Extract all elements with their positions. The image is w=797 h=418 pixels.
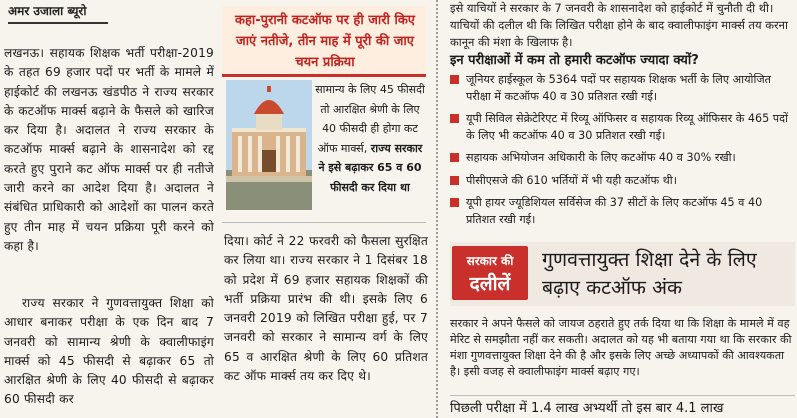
cutoff-comparison-list — [450, 72, 795, 234]
list-item: यूपी सिविल सेक्रेटेरिएट में रिव्यू ऑफिसर व सहायक रिव्यू ऑफिसर के 465 पदों के लिए भी कटऑफ 40 व 30 प्रतिशत रखी गई। — [450, 111, 795, 144]
bullet-square-icon — [450, 75, 459, 84]
caption-divider — [222, 222, 426, 223]
photo-caption — [314, 80, 426, 197]
bottom-divider — [450, 395, 795, 396]
argument-body: सरकार ने अपने फैसले को जायज ठहराते हुए तर्क दिया था कि शिक्षा के मामले में वह मेरिट से समझौता नहीं कर सकती। अदालत को यह भी बताया गया था कि सरकार की मंशा गुणवत्तायुक्त शिक्षा देने की है और इसके लिए अच्छे अध्यापकों की आवश्यकता है। इसी वजह से क्वालीफाइंग मार्क्स बढ़ाए गए। — [450, 317, 792, 378]
bullet-square-icon — [450, 176, 459, 185]
high-court-photo — [226, 80, 312, 210]
badge-label-small: सरकार की — [466, 254, 514, 268]
article-paragraph-1: लखनऊ। सहायक शिक्षक भर्ती परीक्षा-2019 के तहत 69 हजार पदों पर भर्ती के मामले में हाईकोर्ट की लखनऊ खंडपीठ ने राज्य सरकार के कटऑफ मार्क्स बढ़ाने के फैसले को खारिज कर दिया है। अदालत ने राज्य सरकार के कटऑफ मार्क्स बढ़ाने के शासनादेश को रद्द करते हुए पुराने कट ऑफ मार्क्स पर ही नतीजे जारी करने का आदेश दिया है। अदालत ने संबंधित प्राधिकारी को आदेशों का पालन करते हुए तीन माह में चयन प्रक्रिया पूरी करने को कहा है। — [4, 46, 214, 253]
list-item: पीसीएसजे की 610 भर्तियों में भी यही कटऑफ थी। — [450, 173, 795, 190]
list-item: जूनियर हाईस्कूल के 5364 पदों पर सहायक शिक्षक भर्ती के लिए आयोजित परीक्षा में कटऑफ 40 व 30 प्रतिशत रखी गई। — [450, 72, 795, 105]
bullet-square-icon — [450, 198, 459, 207]
badge-label-big: दलीलें — [469, 273, 511, 295]
byline: अमर उजाला ब्यूरो — [8, 4, 87, 18]
headline: कहा-पुरानी कटऑफ पर ही जारी किए जाएं नतीजे, तीन माह में पूरी की जाए चयन प्रक्रिया — [235, 13, 415, 70]
petition-text: इसे याचियों ने सरकार के 7 जनवरी के शासनादेश को हाईकोर्ट में चुनौती दी थी। याचियों की दलील थी कि लिखित परीक्षा होने के बाद क्वालीफाइंग मार्क्स तय करना कानून की मंशा के खिलाफ है। — [450, 1, 788, 49]
column-separator — [436, 0, 438, 418]
article-paragraph-2: राज्य सरकार ने गुणवत्तायुक्त शिक्षा को आधार बनाकर परीक्षा के एक दिन बाद 7 जनवरी को सामान्य श्रेणी के क्वालीफाइंग मार्क्स को 45 फीसदी से बढ़ाकर 65 तो आरक्षित श्रेणी के लिए 40 फीसदी से बढ़ाकर 60 फीसदी कर — [4, 296, 214, 407]
list-item: यूपी हायर ज्यूडिशियल सर्विसेज की 37 सीटों के लिए कटऑफ 45 व 40 प्रतिशत रखी गई। — [450, 195, 795, 228]
bullet-square-icon — [450, 153, 459, 162]
byline-rule — [8, 22, 108, 24]
bullet-square-icon — [450, 114, 459, 123]
argument-title: गुणवत्तायुक्त शिक्षा देने के लिए बढ़ाए कटऑफ अंक — [542, 248, 757, 299]
candidates-headline: पिछली परीक्षा में 1.4 लाख अभ्यर्थी तो इस बार 4.1 लाख — [450, 401, 724, 416]
article-paragraph-3: दिया। कोर्ट ने 22 फरवरी को फैसला सुरक्षित कर लिया था। राज्य सरकार ने 1 दिसंबर 18 को प्रदेश में 69 हजार सहायक शिक्षकों की भर्ती प्रक्रिया प्रारंभ की थी। इसके लिए 6 जनवरी 2019 को लिखित परीक्षा हुई, पर 7 जनवरी को सरकार ने सामान्य वर्ग के लिए 65 व आरक्षित श्रेणी के लिए 60 प्रतिशत कट ऑफ मार्क्स तय कर दिए थे। — [224, 234, 428, 384]
cutoff-question-heading: इन परीक्षाओं में कम तो हमारी कटऑफ ज्यादा क्यों? — [450, 53, 699, 68]
list-item: सहायक अभियोजन अधिकारी के लिए कटऑफ 40 व 30% रखी। — [450, 150, 795, 167]
caption-plain: सामान्य के लिए 45 फीसदी तो आरक्षित श्रेणी के लिए 40 फीसदी ही होगा कट ऑफ मार्क्स, — [315, 83, 425, 155]
caption-bold: राज्य सरकार ने इसे बढ़ाकर 65 व 60 फीसदी कर दिया था — [318, 141, 423, 194]
